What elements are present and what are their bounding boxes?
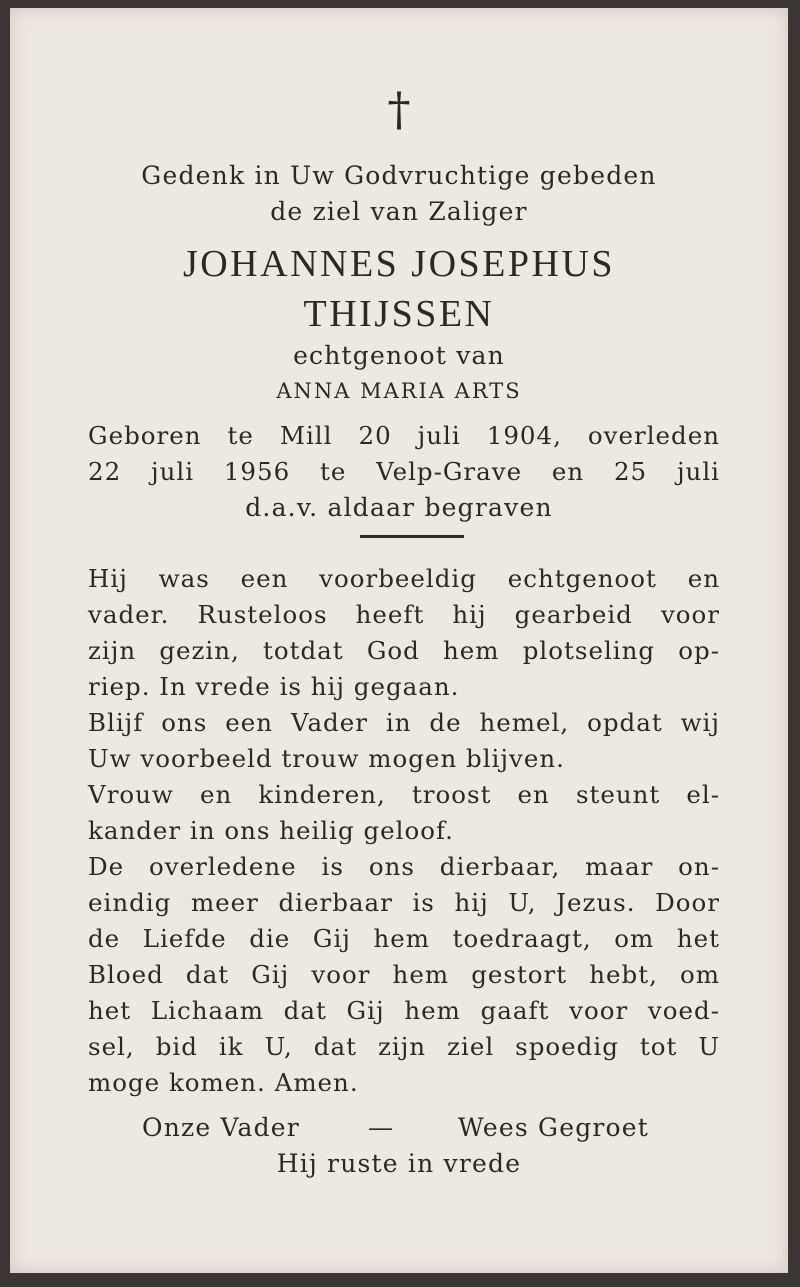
text-line-11: de Liefde die Gij hem toedraagt, om het bbox=[88, 924, 720, 953]
cross-icon: † bbox=[387, 82, 411, 136]
text-line-3: zijn gezin, totdat God hem plotseling op- bbox=[88, 636, 720, 665]
intro-line-1: Gedenk in Uw Godvruchtige gebeden bbox=[141, 161, 657, 190]
text-line-10: eindig meer dierbaar is hij U, Jezus. Door bbox=[88, 888, 720, 917]
text-line-2: vader. Rusteloos heeft hij gearbeid voor bbox=[88, 600, 720, 629]
text-line-12: Bloed dat Gij voor hem gestort hebt, om bbox=[88, 960, 720, 989]
text-line-1: Hij was een voorbeeldig echtgenoot en bbox=[88, 564, 720, 593]
text-line-9: De overledene is ons dierbaar, maar on- bbox=[88, 852, 720, 881]
text-line-14: sel, bid ik U, dat zijn ziel spoedig tot U bbox=[88, 1032, 720, 1061]
text-line-4: riep. In vrede is hij gegaan. bbox=[88, 672, 460, 701]
text-line-8: kander in ons heilig geloof. bbox=[88, 816, 454, 845]
memorial-card bbox=[10, 8, 788, 1273]
spouse-label: echtgenoot van bbox=[293, 341, 505, 370]
intro-line-2: de ziel van Zaliger bbox=[270, 197, 528, 226]
text-line-13: het Lichaam dat Gij hem gaaft voor voed- bbox=[88, 996, 720, 1025]
deceased-name-line-1: JOHANNES JOSEPHUS bbox=[182, 243, 616, 285]
closing-line: Hij ruste in vrede bbox=[276, 1149, 522, 1178]
deceased-name-line-2: THIJSSEN bbox=[303, 293, 495, 335]
prayer-onze-vader: Onze Vader bbox=[142, 1113, 300, 1142]
prayer-separator: — bbox=[368, 1113, 395, 1142]
text-line-6: Uw voorbeeld trouw mogen blijven. bbox=[88, 744, 565, 773]
prayer-wees-gegroet: Wees Gegroet bbox=[458, 1113, 650, 1142]
spouse-name: ANNA MARIA ARTS bbox=[276, 379, 522, 403]
text-line-5: Blijf ons een Vader in de hemel, opdat wij bbox=[88, 708, 720, 737]
text-line-7: Vrouw en kinderen, troost en steunt el- bbox=[88, 780, 720, 809]
biography-line-3: d.a.v. aldaar begraven bbox=[245, 493, 553, 522]
biography-line-1: Geboren te Mill 20 juli 1904, overleden bbox=[88, 421, 720, 450]
text-line-15: moge komen. Amen. bbox=[88, 1068, 359, 1097]
divider bbox=[360, 535, 464, 538]
biography-line-2: 22 juli 1956 te Velp-Grave en 25 juli bbox=[88, 457, 720, 486]
